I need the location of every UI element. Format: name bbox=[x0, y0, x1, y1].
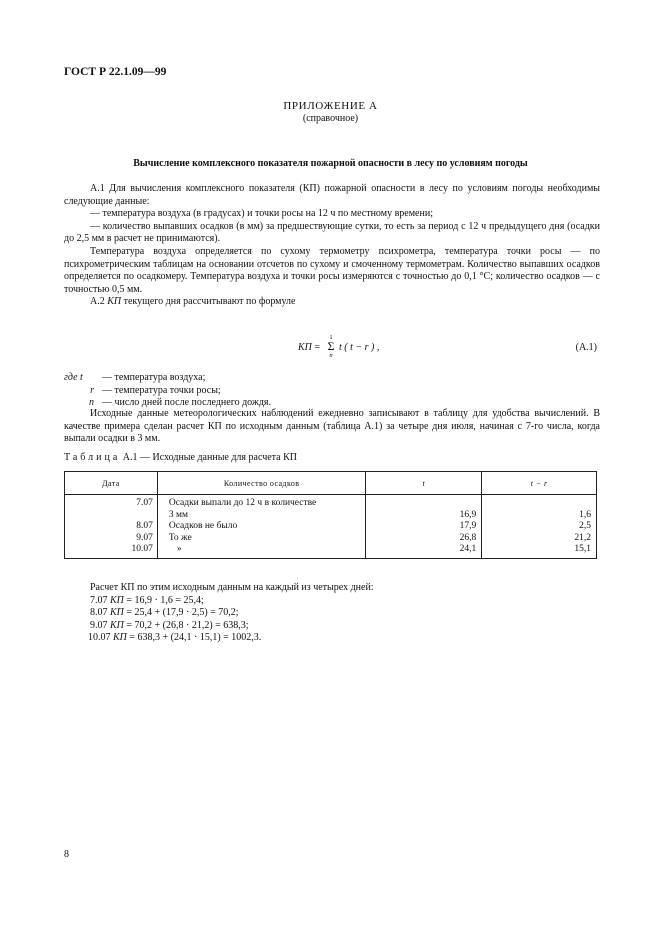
where-symbol: n bbox=[89, 397, 94, 409]
header-precipitation: Количество осадков bbox=[157, 472, 366, 495]
cell-tr: 15,1 bbox=[482, 544, 597, 558]
where-row bbox=[64, 372, 604, 385]
calc-line: 10.07 КП = 638,3 + (24,1 · 15,1) = 1002,3. bbox=[88, 632, 262, 644]
cell-tr bbox=[482, 495, 597, 510]
table-caption bbox=[64, 452, 297, 463]
section-heading: Вычисление комплексного показателя пожарной опасности в лесу по условиям погоды bbox=[133, 158, 528, 169]
where-desc: — температура воздуха; bbox=[102, 372, 206, 383]
a1-bullet-temperature: — температура воздуха (в градусах) и точки росы на 12 ч по местному времени; bbox=[90, 208, 433, 220]
table-caption-text: А.1 — Исходные данные для расчета КП bbox=[120, 452, 297, 463]
cell-tr: 21,2 bbox=[482, 533, 597, 545]
cell-date bbox=[65, 510, 158, 522]
document-code: ГОСТ Р 22.1.09—99 bbox=[64, 66, 167, 78]
cell-precip: 3 мм bbox=[157, 510, 366, 522]
cell-t bbox=[366, 495, 482, 510]
cell-t: 26,8 bbox=[366, 533, 482, 545]
calc-line: 9.07 КП = 70,2 + (26,8 · 21,2) = 638,3; bbox=[90, 619, 249, 631]
sum-upper-limit: 1 bbox=[329, 334, 333, 341]
data-table bbox=[64, 471, 597, 559]
table-row bbox=[65, 544, 597, 558]
calc-intro: Расчет КП по этим исходным данным на каждый из четырех дней: bbox=[90, 582, 374, 593]
page-number: 8 bbox=[64, 849, 69, 860]
table-caption-word: Таблица bbox=[64, 452, 121, 463]
cell-precip: То же bbox=[157, 533, 366, 545]
calc-line: 8.07 КП = 25,4 + (17,9 · 2,5) = 70,2; bbox=[90, 607, 239, 619]
sigma-icon: Σ bbox=[327, 339, 335, 353]
cell-precip: Осадков не было bbox=[157, 521, 366, 533]
where-row bbox=[64, 385, 604, 398]
where-desc: — температура точки росы; bbox=[102, 384, 221, 396]
a2-label: А.2 bbox=[90, 296, 105, 308]
a1-intro: А.1 Для вычисления комплексного показателя (КП) пожарной опасности в лесу по условиям погоды необходимы следующие данные: bbox=[64, 183, 600, 207]
where-list bbox=[64, 372, 604, 410]
cell-tr: 1,6 bbox=[482, 510, 597, 522]
a1-method: Температура воздуха определяется по сухому термометру психрометра, температура точки росы — по психрометрическим таблицам на основании отсчетов по сухому и смоченному термометрам. Количество выпавших осадков определяется по осадкомеру. Температура воздуха и точки росы измеряются с точностью до 0,1 °С; количество осадков — с точностью 0,5 мм. bbox=[64, 245, 600, 295]
a1-bullet-precipitation: — количество выпавших осадков (в мм) за предшествующие сутки, то есть за период с 12 ч предыдущего дня (осадки до 2,5 мм в расчет не принимаются). bbox=[64, 220, 600, 245]
formula-a1 bbox=[298, 328, 498, 368]
formula-body: t ( t − r ) , bbox=[339, 342, 380, 353]
cell-t: 17,9 bbox=[366, 521, 482, 533]
table-row bbox=[65, 533, 597, 545]
table-row bbox=[65, 521, 597, 533]
header-t-minus-r: t − r bbox=[482, 472, 597, 495]
a2-text: текущего дня рассчитывают по формуле bbox=[121, 296, 296, 308]
where-symbol: r bbox=[90, 384, 94, 396]
a2-kp: КП bbox=[107, 296, 122, 308]
cell-date: 7.07 bbox=[65, 495, 158, 510]
table-row bbox=[65, 510, 597, 522]
table-header-row bbox=[65, 472, 597, 495]
cell-date: 10.07 bbox=[65, 544, 158, 558]
where-desc: — число дней после последнего дождя. bbox=[102, 397, 272, 409]
cell-tr: 2,5 bbox=[482, 521, 597, 533]
cell-date: 9.07 bbox=[65, 533, 158, 545]
header-t: t bbox=[366, 472, 482, 495]
table-row bbox=[65, 495, 597, 510]
example-paragraph: Исходные данные метеорологических наблюдений ежедневно записывают в таблицу для удобства вычислений. В качестве примера сделан расчет КП по исходным данным (таблица А.1) за четыре дня июля, начиная с 7-го числа, когда выпали осадки в 3 мм. bbox=[64, 408, 600, 445]
cell-t: 16,9 bbox=[366, 510, 482, 522]
a2-statement bbox=[64, 296, 600, 309]
appendix-subtitle: (справочное) bbox=[302, 113, 359, 124]
where-symbol: где t bbox=[64, 372, 83, 383]
appendix-title: ПРИЛОЖЕНИЕ А bbox=[283, 100, 378, 112]
cell-precip: » bbox=[157, 544, 366, 558]
cell-date: 8.07 bbox=[65, 521, 158, 533]
formula-lhs: КП = bbox=[298, 342, 321, 353]
sum-lower-limit: n bbox=[329, 352, 333, 359]
summation-symbol bbox=[325, 334, 337, 359]
equation-number: (А.1) bbox=[575, 342, 597, 353]
section-a1 bbox=[64, 183, 600, 309]
cell-t: 24,1 bbox=[366, 544, 482, 558]
calc-line: 7.07 КП = 16,9 · 1,6 = 25,4; bbox=[90, 594, 204, 606]
calculation-block bbox=[90, 582, 570, 645]
header-date: Дата bbox=[65, 472, 158, 495]
cell-precip: Осадки выпали до 12 ч в количестве bbox=[157, 495, 366, 510]
